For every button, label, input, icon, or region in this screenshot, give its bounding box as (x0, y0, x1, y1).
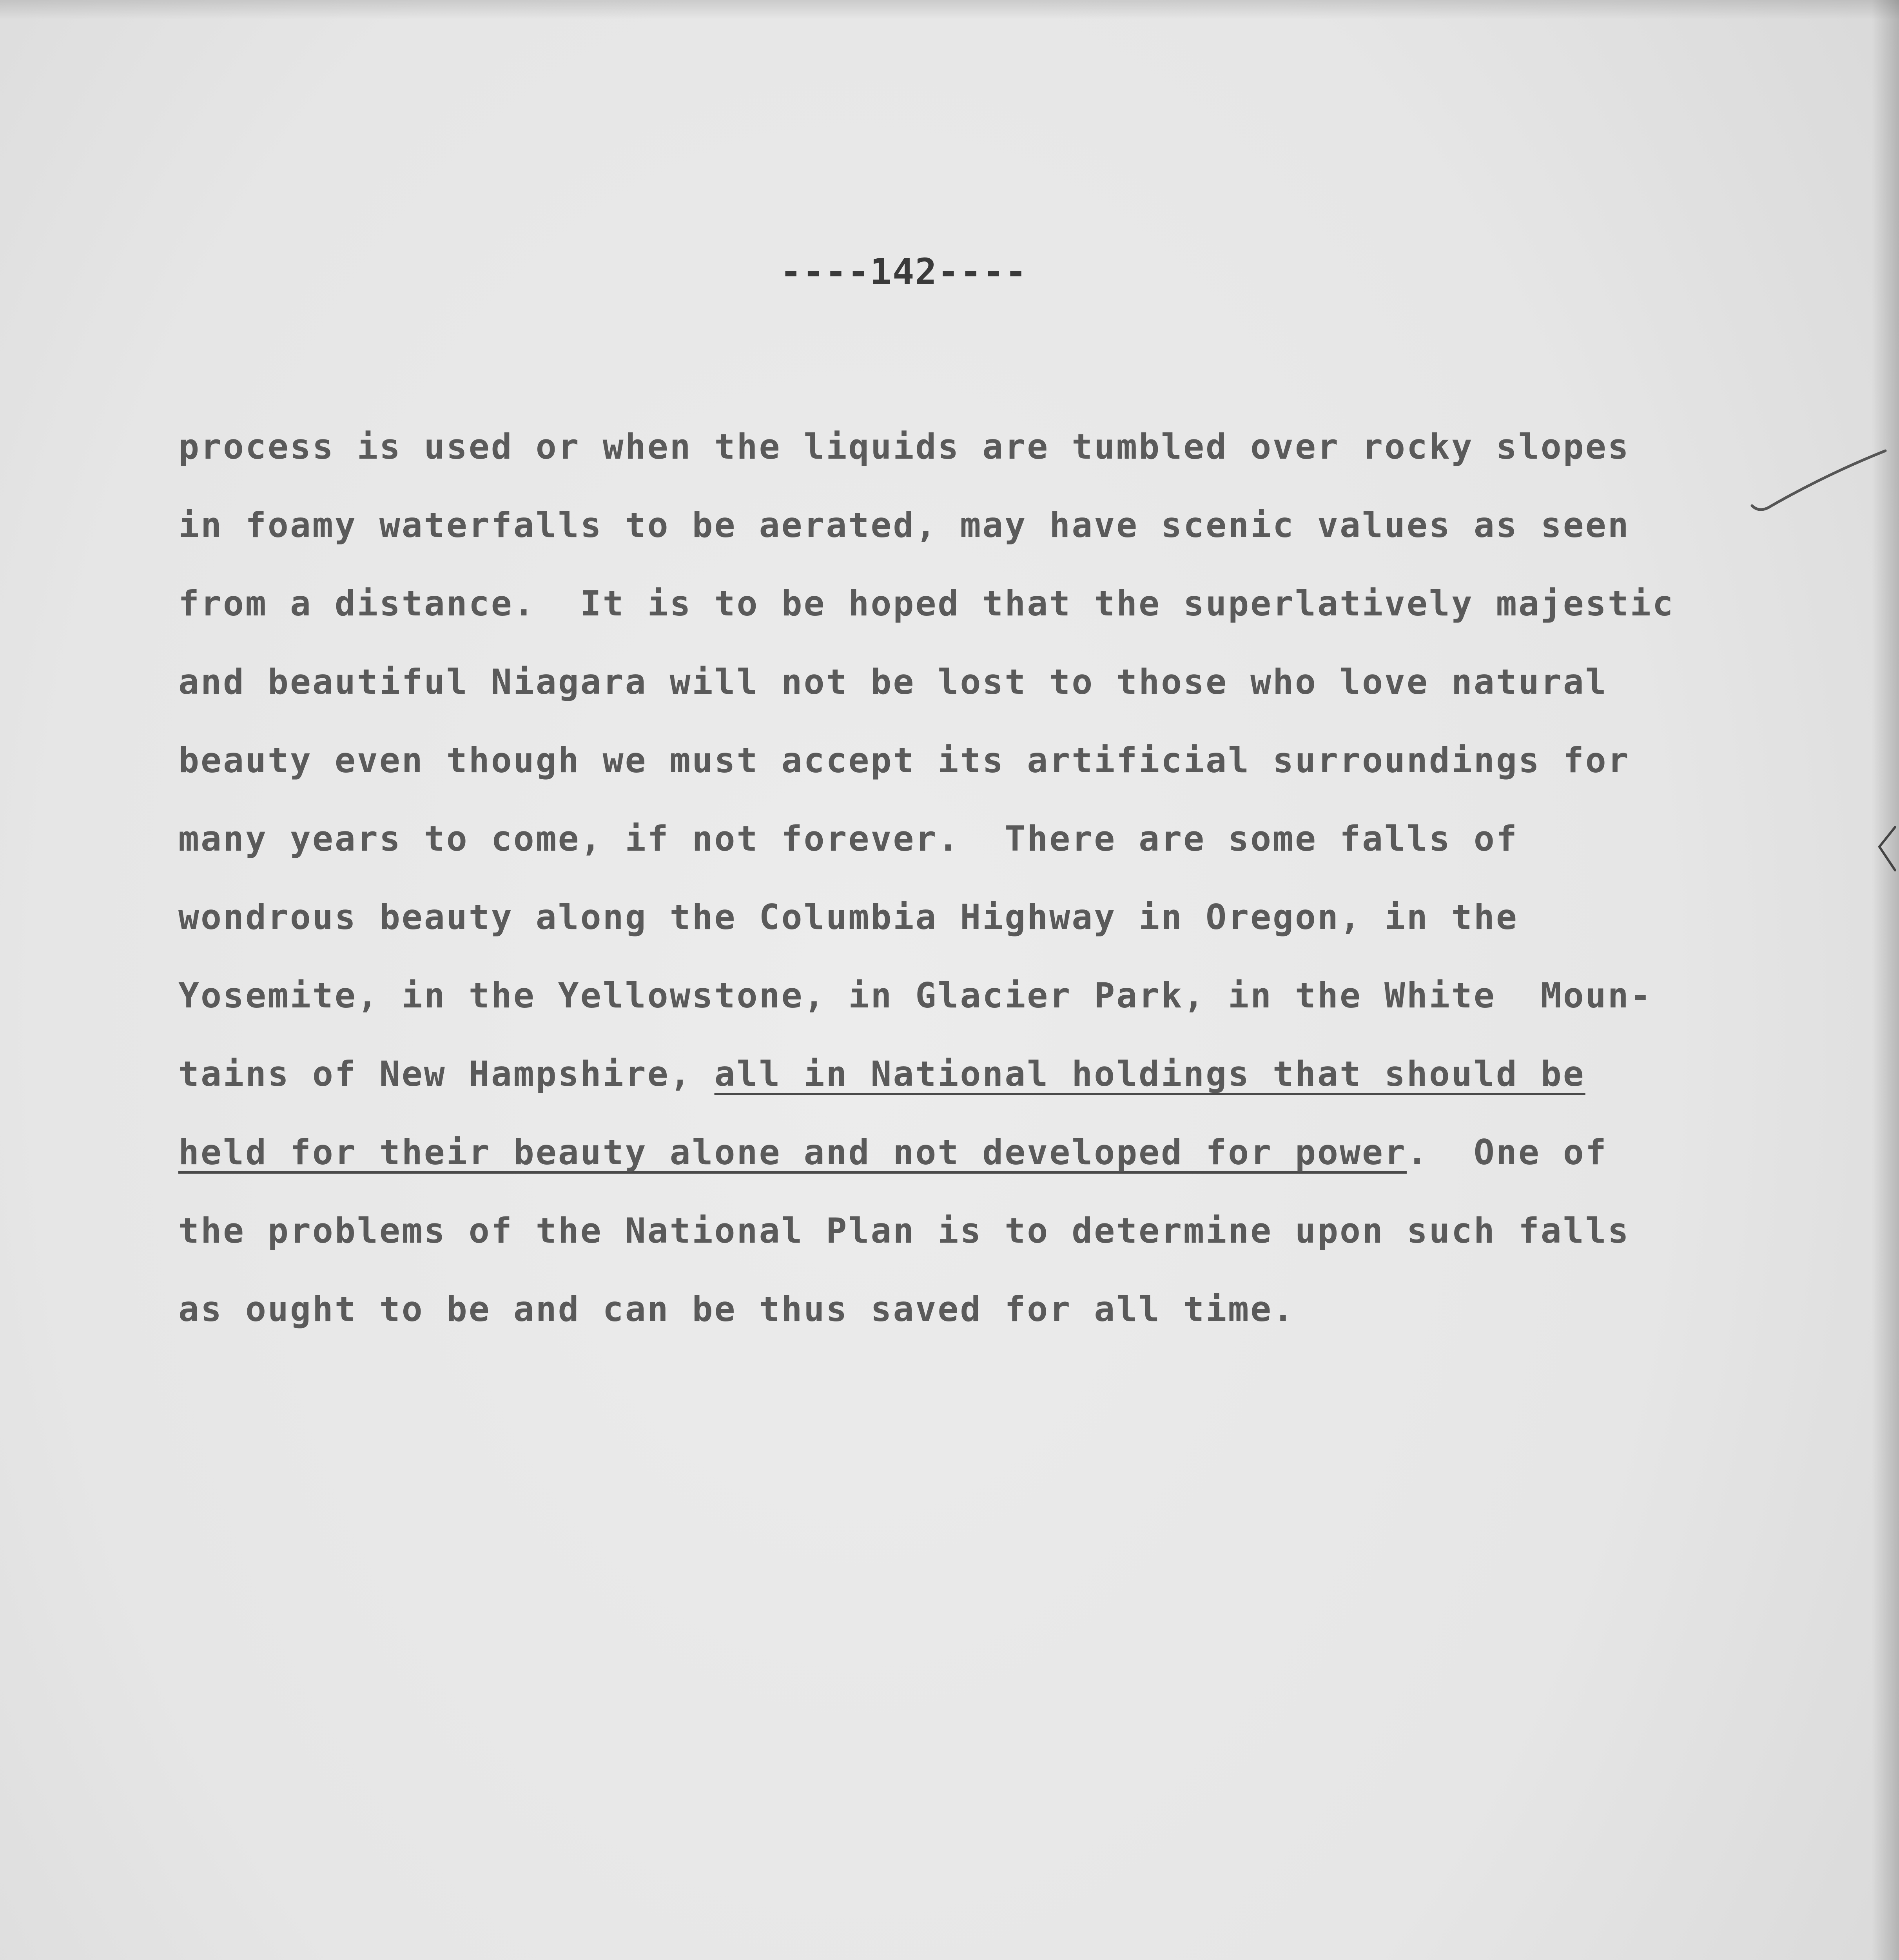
text-line (178, 1192, 1766, 1270)
paper-shadow-right (1872, 0, 1899, 1960)
text-line (178, 1113, 1766, 1192)
text-segment: the problems of the National Plan is to determine upon such falls (178, 1210, 1630, 1251)
text-segment: wondrous beauty along the Columbia Highway in Oregon, in the (178, 897, 1518, 937)
page-number: ----142---- (780, 251, 1028, 293)
text-line (178, 486, 1766, 564)
text-line (178, 1035, 1766, 1113)
text-segment: and beautiful Niagara will not be lost to those who love natural (178, 662, 1608, 702)
underlined-text: all in National holdings that should be (714, 1054, 1585, 1094)
text-segment: process is used or when the liquids are tumbled over rocky slopes (178, 426, 1630, 467)
paper-shadow-top (0, 0, 1899, 20)
text-segment: many years to come, if not forever. There are some falls of (178, 818, 1518, 859)
underlined-text: held for their beauty alone and not developed for power (178, 1132, 1407, 1172)
text-line (178, 721, 1766, 800)
text-segment: Yosemite, in the Yellowstone, in Glacier Park, in the White Moun- (178, 975, 1652, 1016)
text-segment: from a distance. It is to be hoped that the superlatively majestic (178, 583, 1675, 624)
text-segment: beauty even though we must accept its artificial surroundings for (178, 740, 1630, 780)
typewritten-paragraph (178, 408, 1766, 1348)
text-line (178, 564, 1766, 643)
text-line (178, 800, 1766, 878)
text-segment: . One of (1406, 1132, 1608, 1172)
text-line (178, 956, 1766, 1035)
text-line (178, 408, 1766, 486)
text-segment: as ought to be and can be thus saved for all time. (178, 1289, 1295, 1329)
text-line (178, 643, 1766, 721)
text-line (178, 878, 1766, 956)
text-segment: in foamy waterfalls to be aerated, may have scenic values as seen (178, 505, 1630, 545)
text-line (178, 1270, 1766, 1348)
text-segment: tains of New Hampshire, (178, 1054, 715, 1094)
pencil-check-mark (1748, 447, 1889, 517)
